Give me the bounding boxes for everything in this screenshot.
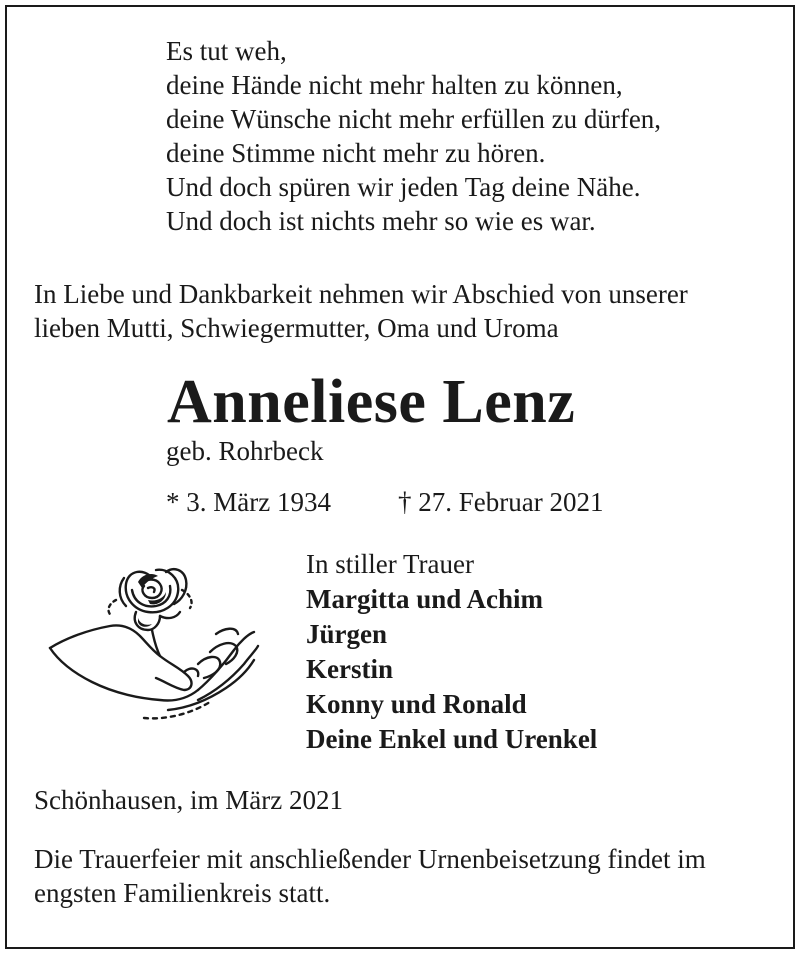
- mourning-intro: In stiller Trauer: [306, 549, 474, 579]
- hands-with-rose-icon: [48, 560, 263, 730]
- poem: [166, 34, 661, 238]
- birth-date: * 3. März 1934: [166, 487, 331, 517]
- intro-line: lieben Mutti, Schwiegermutter, Oma und Uroma: [34, 313, 559, 343]
- mourners-list: [306, 582, 597, 757]
- birth-name: geb. Rohrbeck: [166, 436, 324, 466]
- poem-line: Und doch spüren wir jeden Tag deine Nähe.: [166, 172, 641, 202]
- mourner-name: Margitta und Achim: [306, 584, 544, 614]
- place-date: Schönhausen, im März 2021: [34, 785, 343, 815]
- death-date: † 27. Februar 2021: [398, 487, 604, 517]
- mourner-name: Deine Enkel und Urenkel: [306, 724, 598, 754]
- poem-line: deine Hände nicht mehr halten zu können,: [166, 70, 623, 100]
- poem-line: Es tut weh,: [166, 36, 287, 66]
- poem-line: deine Stimme nicht mehr zu hören.: [166, 138, 546, 168]
- poem-line: deine Wünsche nicht mehr erfüllen zu dürfen,: [166, 104, 662, 134]
- funeral-notice: [34, 842, 766, 910]
- funeral-line: engsten Familienkreis statt.: [34, 878, 331, 908]
- mourner-name: Jürgen: [306, 619, 387, 649]
- funeral-line: Die Trauerfeier mit anschließender Urnenbeisetzung findet im: [34, 844, 706, 874]
- mourner-name: Konny und Ronald: [306, 689, 527, 719]
- mourner-name: Kerstin: [306, 654, 393, 684]
- intro-line: In Liebe und Dankbarkeit nehmen wir Abschied von unserer: [34, 279, 688, 309]
- farewell-intro: [34, 277, 766, 345]
- deceased-name: Anneliese Lenz: [167, 368, 576, 436]
- poem-line: Und doch ist nichts mehr so wie es war.: [166, 206, 596, 236]
